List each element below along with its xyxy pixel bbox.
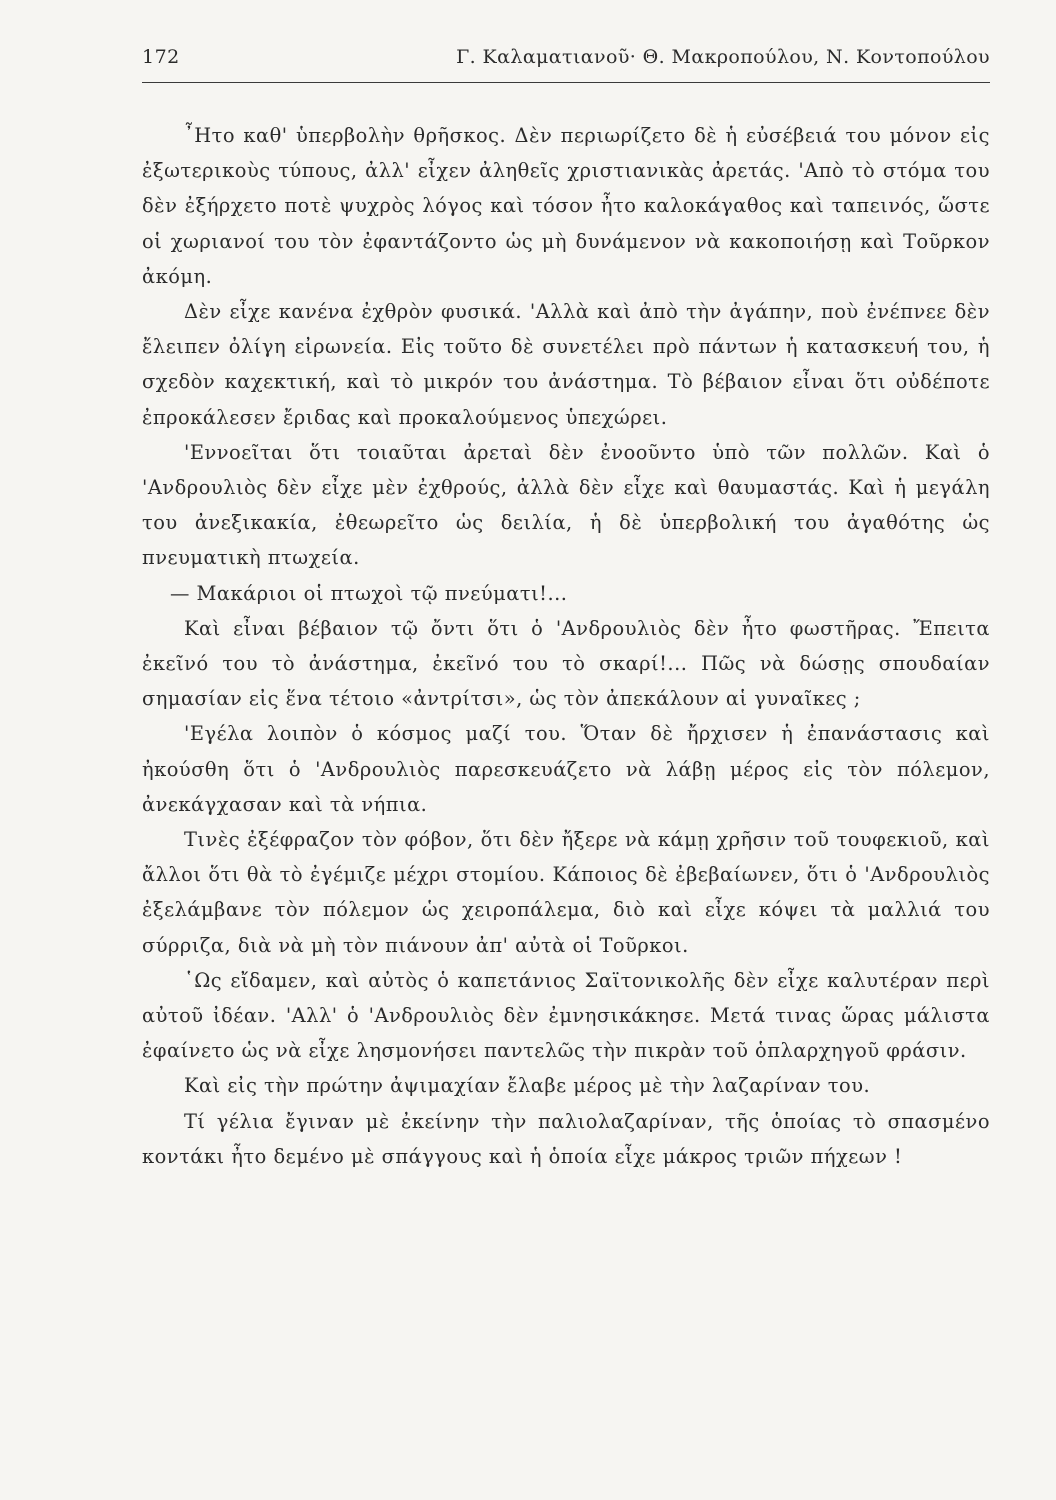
paragraph: 'Εγέλα λοιπὸν ὁ κόσμος μαζί του. Ὅταν δὲ ἤρχισεν ἡ ἐπανάστασις καὶ ἠκούσθη ὅτι ὁ 'Ανδρουλιὸς παρεσκευάζετο νὰ λάβῃ μέρος εἰς τὸν πόλεμον, ἀνεκάγχασαν καὶ τὰ νήπια. — [142, 722, 990, 816]
paragraph: Καὶ εἶναι βέβαιον τῷ ὄντι ὅτι ὁ 'Ανδρουλιὸς δὲν ἦτο φωστῆρας. Ἔπειτα ἐκεῖνό του τὸ ἀνάστημα, ἐκεῖνό του τὸ σκαρί!... Πῶς νὰ δώσῃς σπουδαίαν σημασίαν εἰς ἕνα τέτοιο «ἀντρίτσι», ὡς τὸν ἀπεκάλουν αἱ γυναῖκες ; — [142, 616, 990, 711]
paragraph: Τινὲς ἐξέφραζον τὸν φόβον, ὅτι δὲν ἤξερε νὰ κάμῃ χρῆσιν τοῦ τουφεκιοῦ, καὶ ἄλλοι ὅτι θὰ τὸ ἐγέμιζε μέχρι στομίου. Κάποιος δὲ ἐβεβαίωνεν, ὅτι ὁ 'Ανδρουλιὸς ἐξελάμβανε τὸν πόλεμον ὡς χειροπάλεμα, διὸ καὶ εἶχε κόψει τὰ μαλλιά του σύρριζα, διὰ νὰ μὴ τὸν πιάνουν ἀπ' αὐτὰ οἱ Τοῦρκοι. — [142, 828, 990, 957]
paragraph: ῾Ως εἴδαμεν, καὶ αὐτὸς ὁ καπετάνιος Σαϊτονικολῆς δὲν εἶχε καλυτέραν περὶ αὐτοῦ ἰδέαν. 'Αλλ' ὁ 'Ανδρουλιὸς δὲν ἐμνησικάκησε. Μετά τινας ὥρας μάλιστα ἐφαίνετο ὡς νὰ εἶχε λησμονήσει παντελῶς τὴν πικρὰν τοῦ ὁπλαρχηγοῦ φράσιν. — [142, 968, 990, 1063]
dialogue-line: — Μακάριοι οἱ πτωχοὶ τῷ πνεύματι!... — [170, 581, 568, 605]
page-number: 172 — [142, 46, 180, 68]
paragraph: Δὲν εἶχε κανένα ἐχθρὸν φυσικά. 'Αλλὰ καὶ ἀπὸ τὴν ἀγάπην, ποὺ ἐνέπνεε δὲν ἔλειπεν ὀλίγη εἰρωνεία. Εἰς τοῦτο δὲ συνετέλει πρὸ πάντων ἡ κατασκευή του, ἡ σχεδὸν καχεκτική, καὶ τὸ μικρόν του ἀνάστημα. Τὸ βέβαιον εἶναι ὅτι οὐδέποτε ἐπροκάλεσεν ἔριδας καὶ προκαλούμενος ὑπεχώρει. — [142, 300, 990, 429]
page-header — [142, 42, 990, 83]
paragraph: Τί γέλια ἔγιναν μὲ ἐκείνην τὴν παλιολαζαρίναν, τῆς ὁποίας τὸ σπασμένο κοντάκι ἦτο δεμένο μὲ σπάγγους καὶ ἡ ὁποία εἶχε μάκρος τριῶν πήχεων ! — [142, 1109, 990, 1168]
paragraph: Καὶ εἰς τὴν πρώτην ἀψιμαχίαν ἔλαβε μέρος μὲ τὴν λαζαρίναν του. — [184, 1074, 871, 1098]
paragraph: 'Εννοεῖται ὅτι τοιαῦται ἀρεταὶ δὲν ἐνοοῦντο ὑπὸ τῶν πολλῶν. Καὶ ὁ 'Ανδρουλιὸς δὲν εἶχε μὲν ἐχθρούς, ἀλλὰ δὲν εἶχε καὶ θαυμαστάς. Καὶ ἡ μεγάλη του ἀνεξικακία, ἐθεωρεῖτο ὡς δειλία, ἡ δὲ ὑπερβολική του ἀγαθότης ὡς πνευματικὴ πτωχεία. — [142, 440, 990, 570]
body-text — [142, 118, 990, 1174]
paragraph: ῏Ητο καθ' ὑπερβολὴν θρῆσκος. Δὲν περιωρίζετο δὲ ἡ εὐσέβειά του μόνον εἰς ἐξωτερικοὺς τύπους, ἀλλ' εἶχεν ἀληθεῖς χριστιανικὰς ἀρετάς. 'Απὸ τὸ στόμα του δὲν ἐξήρχετο ποτὲ ψυχρὸς λόγος καὶ τόσον ἦτο καλοκάγαθος καὶ ταπεινός, ὥστε οἱ χωριανοί του τὸν ἐφαντάζοντο ὡς μὴ δυνάμενον νὰ κακοποιήσῃ καὶ Τοῦρκον ἀκόμη. — [142, 124, 990, 288]
running-head: Γ. Καλαματιανοῦ· Θ. Μακροπούλου, Ν. Κοντοπούλου — [456, 46, 990, 68]
